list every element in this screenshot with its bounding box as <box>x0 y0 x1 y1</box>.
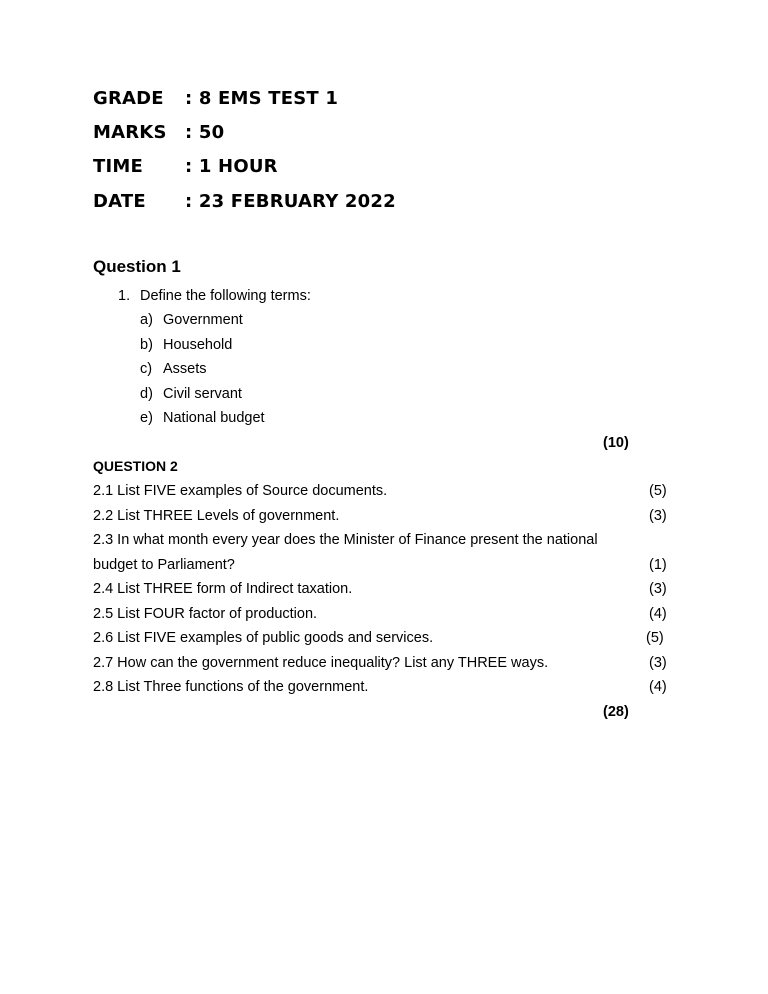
term-letter: b) <box>140 337 153 353</box>
question-1-total: (10) <box>603 435 629 451</box>
term-text: Assets <box>163 361 207 377</box>
time-label: TIME <box>93 156 143 177</box>
question-2-item: 2.7 How can the government reduce inequality? List any THREE ways. <box>93 655 549 671</box>
marks-label: MARKS <box>93 122 167 143</box>
question-2-marks: (3) <box>649 581 667 597</box>
question-2-item: 2.6 List FIVE examples of public goods and services. <box>93 630 434 646</box>
question-2-item: 2.3 In what month every year does the Minister of Finance present the national <box>93 532 598 548</box>
question-2-item: 2.2 List THREE Levels of government. <box>93 508 340 524</box>
question-2-marks: (5) <box>649 483 667 499</box>
question-2-marks: (5) <box>646 630 664 646</box>
question-2-marks: (4) <box>649 606 667 622</box>
term-letter: a) <box>140 312 153 328</box>
question-2-marks: (3) <box>649 508 667 524</box>
question-2-marks: (1) <box>649 557 667 573</box>
marks-value: : 50 <box>185 122 225 143</box>
term-text: Household <box>163 337 233 353</box>
date-value: : 23 FEBRUARY 2022 <box>185 191 396 212</box>
grade-label: GRADE <box>93 88 164 109</box>
term-text: Civil servant <box>163 386 242 402</box>
question-1-number: 1. <box>118 288 131 304</box>
question-2-item: 2.4 List THREE form of Indirect taxation. <box>93 581 353 597</box>
question-1-title: Question 1 <box>93 257 181 276</box>
question-1-instruction: Define the following terms: <box>140 288 311 304</box>
question-2-item: budget to Parliament? <box>93 557 235 573</box>
term-text: Government <box>163 312 243 328</box>
question-2-marks: (4) <box>649 679 667 695</box>
question-2-item: 2.5 List FOUR factor of production. <box>93 606 318 622</box>
term-text: National budget <box>163 410 265 426</box>
time-value: : 1 HOUR <box>185 156 278 177</box>
date-label: DATE <box>93 191 146 212</box>
question-2-item: 2.1 List FIVE examples of Source documents. <box>93 483 388 499</box>
term-letter: d) <box>140 386 153 402</box>
question-2-item: 2.8 List Three functions of the government. <box>93 679 369 695</box>
term-letter: e) <box>140 410 153 426</box>
question-2-title: QUESTION 2 <box>93 458 178 474</box>
grade-value: : 8 EMS TEST 1 <box>185 88 339 109</box>
question-2-total: (28) <box>603 704 629 720</box>
question-2-marks: (3) <box>649 655 667 671</box>
term-letter: c) <box>140 361 153 377</box>
